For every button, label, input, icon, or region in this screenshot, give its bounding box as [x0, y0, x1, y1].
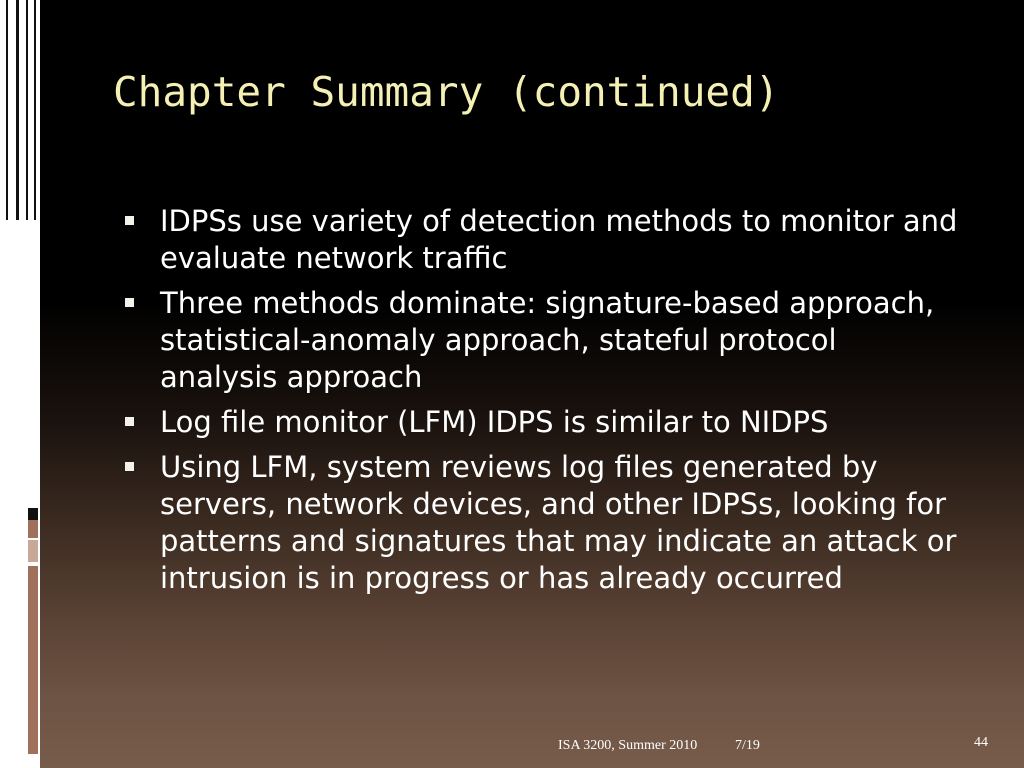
square-bullet-icon	[125, 298, 134, 307]
strip-line	[16, 0, 19, 220]
strip-accent-light	[28, 540, 38, 562]
footer-date: 7/19	[735, 738, 760, 753]
bullet-item	[122, 404, 962, 441]
bullet-item	[122, 285, 962, 396]
strip-accent-brown	[28, 520, 38, 538]
bullet-text: IDPSs use variety of detection methods to monitor and evaluate network traffic	[160, 204, 958, 275]
square-bullet-icon	[125, 417, 134, 426]
page-number: 44	[974, 735, 988, 750]
square-bullet-icon	[125, 216, 134, 225]
strip-line	[34, 0, 36, 220]
slide-title: Chapter Summary (continued)	[113, 68, 780, 116]
footer-course: ISA 3200, Summer 2010	[558, 738, 698, 753]
square-bullet-icon	[125, 462, 134, 471]
bullet-list	[122, 203, 962, 605]
bullet-item	[122, 203, 962, 277]
bullet-item	[122, 449, 962, 597]
strip-line	[6, 0, 8, 220]
bullet-text: Log file monitor (LFM) IDPS is similar to NIDPS	[160, 405, 829, 439]
decorative-side-strip	[0, 0, 40, 768]
bullet-text: Using LFM, system reviews log files generated by servers, network devices, and other IDPSs, looking for patterns and signatures that may indicate an attack or intrusion is in progress or has already occurred	[160, 450, 957, 595]
bullet-text: Three methods dominate: signature-based approach, statistical-anomaly approach, stateful protocol analysis approach	[160, 286, 935, 394]
strip-accent-dark	[28, 508, 38, 520]
strip-accent-brown	[28, 566, 38, 754]
strip-line	[26, 0, 28, 220]
